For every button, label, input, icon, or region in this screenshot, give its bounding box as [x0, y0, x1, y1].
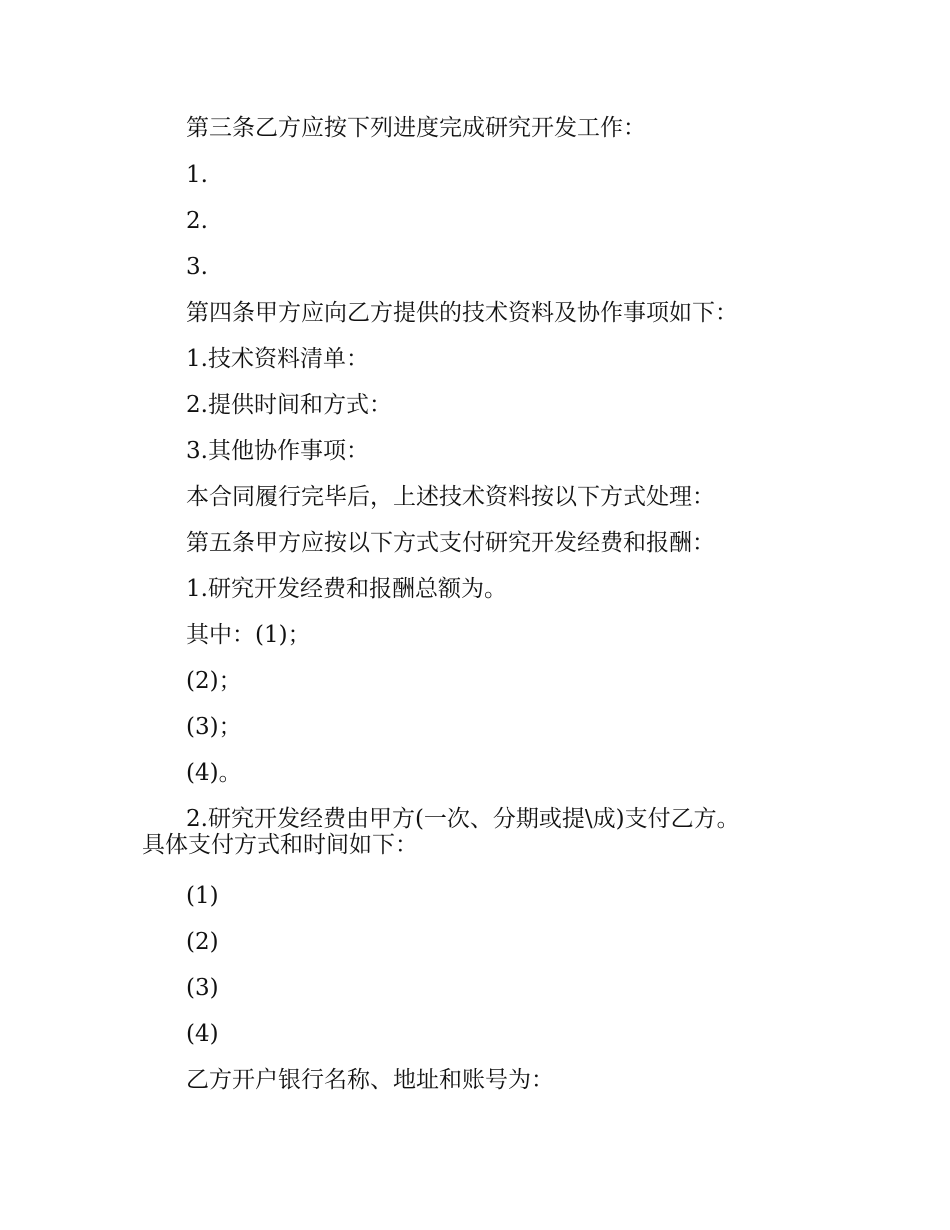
article-4-item-2: 2.提供时间和方式：	[186, 392, 392, 418]
bank-info-line: 乙方开户银行名称、地址和账号为：	[186, 1067, 554, 1093]
article-3-item-3: 3.	[186, 254, 208, 280]
article-4-heading: 第四条甲方应向乙方提供的技术资料及协作事项如下：	[186, 300, 738, 326]
article-5-item-1: 1.研究开发经费和报酬总额为。	[186, 576, 507, 602]
payment-item-4: (4)	[186, 1021, 219, 1047]
payment-paragraph-line-1: 2.研究开发经费由甲方(一次、分期或提\成)支付乙方。	[186, 806, 740, 832]
article-3-item-1: 1.	[186, 162, 208, 188]
payment-paragraph	[142, 806, 822, 858]
payment-item-2: (2)	[186, 929, 219, 955]
article-4-item-1: 1.技术资料清单：	[186, 346, 369, 372]
payment-item-1: (1)	[186, 883, 219, 909]
article-3-item-2: 2.	[186, 208, 208, 234]
article-5-sub-2: (2)；	[186, 668, 242, 694]
article-4-item-3: 3.其他协作事项：	[186, 438, 369, 464]
article-5-heading: 第五条甲方应按以下方式支付研究开发经费和报酬：	[186, 530, 715, 556]
article-4-disposal: 本合同履行完毕后，上述技术资料按以下方式处理：	[186, 484, 715, 510]
article-5-sub-3: (3)；	[186, 714, 242, 740]
article-5-sub-1: 其中：(1)；	[186, 622, 311, 648]
payment-paragraph-line-2: 具体支付方式和时间如下：	[142, 832, 418, 858]
payment-item-3: (3)	[186, 975, 219, 1001]
article-5-sub-4: (4)。	[186, 760, 242, 786]
article-3-heading: 第三条乙方应按下列进度完成研究开发工作：	[186, 115, 646, 141]
